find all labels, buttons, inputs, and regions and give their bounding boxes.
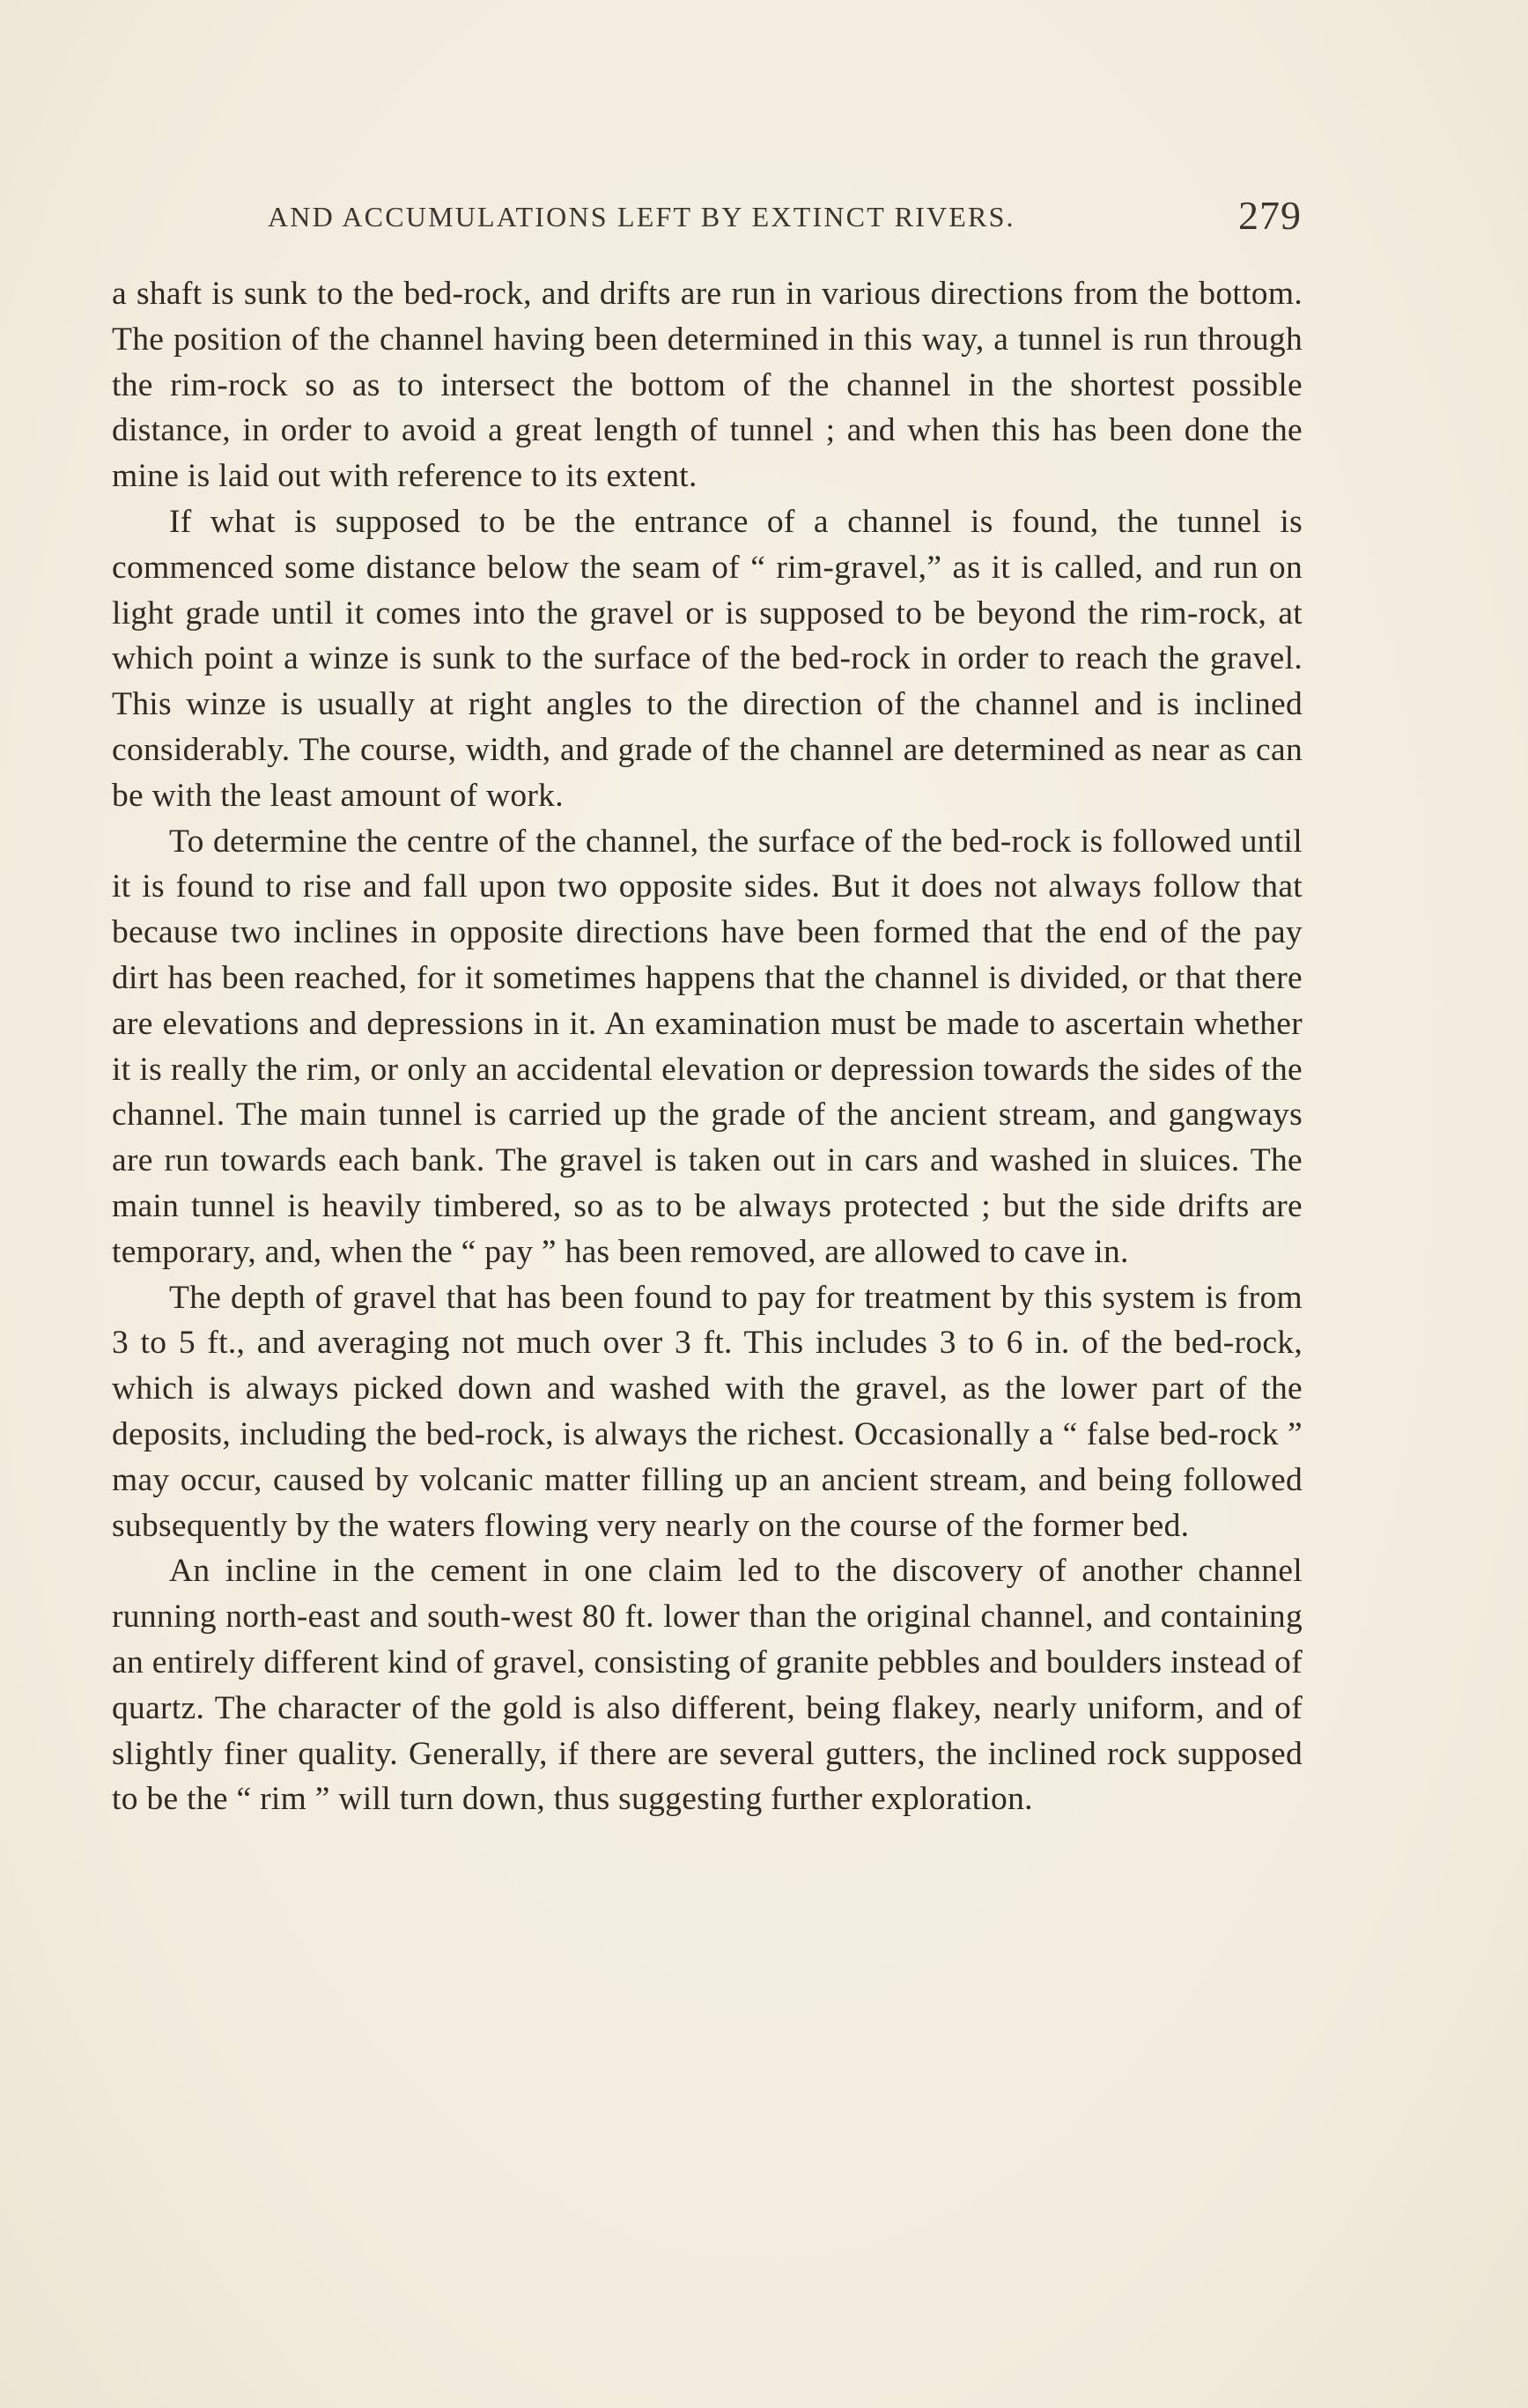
paragraph-channel-entrance: If what is supposed to be the entrance of a channel is found, the tunnel is commenced some distance below the seam of “ rim-gravel,” as it is called, and run on light grade until it comes into the gravel or is supposed to be beyond the rim-rock, at which point a winze is sunk to the surface of the bed-rock in order to reach the gravel. This winze is usually at right angles to the direction of the channel and is inclined considerably. The course, width, and grade of the channel are determined as near as can be with the least amount of work. <box>112 503 1303 814</box>
paragraph-incline-discovery: An incline in the cement in one claim led to the discovery of another channel running north-east and south-west 80 ft. lower than the original channel, and containing an entirely different kind of gravel, consisting of granite pebbles and boulders instead of quartz. The character of the gold is also different, being flakey, nearly uniform, and of slightly finer quality. Generally, if there are several gutters, the inclined rock supposed to be the “ rim ” will turn down, thus suggesting further exploration. <box>112 1553 1303 1818</box>
paragraph-channel-centre: To determine the centre of the channel, the surface of the bed-rock is followed until it is found to rise and fall upon two opposite sides. But it does not always follow that because two inclines in opposite directions have been formed that the end of the pay dirt has been reached, for it sometimes happens that the channel is divided, or that there are elevations and depressions in it. An examination must be made to ascertain whether it is really the rim, or only an accidental elevation or depression towards the sides of the channel. The main tunnel is carried up the grade of the ancient stream, and gangways are run towards each bank. The gravel is taken out in cars and washed in sluices. The main tunnel is heavily timbered, so as to be always protected ; but the side drifts are temporary, and, when the “ pay ” has been removed, are allowed to cave in. <box>112 823 1303 1270</box>
running-head: AND ACCUMULATIONS LEFT BY EXTINCT RIVERS. <box>268 201 1015 233</box>
page-number: 279 <box>1238 193 1302 238</box>
paragraph-continued: a shaft is sunk to the bed-rock, and drifts are run in various directions from the bottom. The position of the channel having been determined in this way, a tunnel is run through the rim-rock so as to intersect the bottom of the channel in the shortest possible distance, in order to avoid a great length of tunnel ; and when this has been done the mine is laid out with reference to its extent. <box>112 276 1303 495</box>
page-header <box>113 192 1302 254</box>
paragraph-gravel-depth: The depth of gravel that has been found to pay for treatment by this system is from 3 to 5 ft., and averaging not much over 3 ft. This includes 3 to 6 in. of the bed-rock, which is always picked down and washed with the gravel, as the lower part of the deposits, including the bed-rock, is always the richest. Occasionally a “ false bed-rock ” may occur, caused by volcanic matter filling up an ancient stream, and being followed subsequently by the waters flowing very nearly on the course of the former bed. <box>112 1279 1303 1544</box>
body-text <box>112 271 1303 1822</box>
